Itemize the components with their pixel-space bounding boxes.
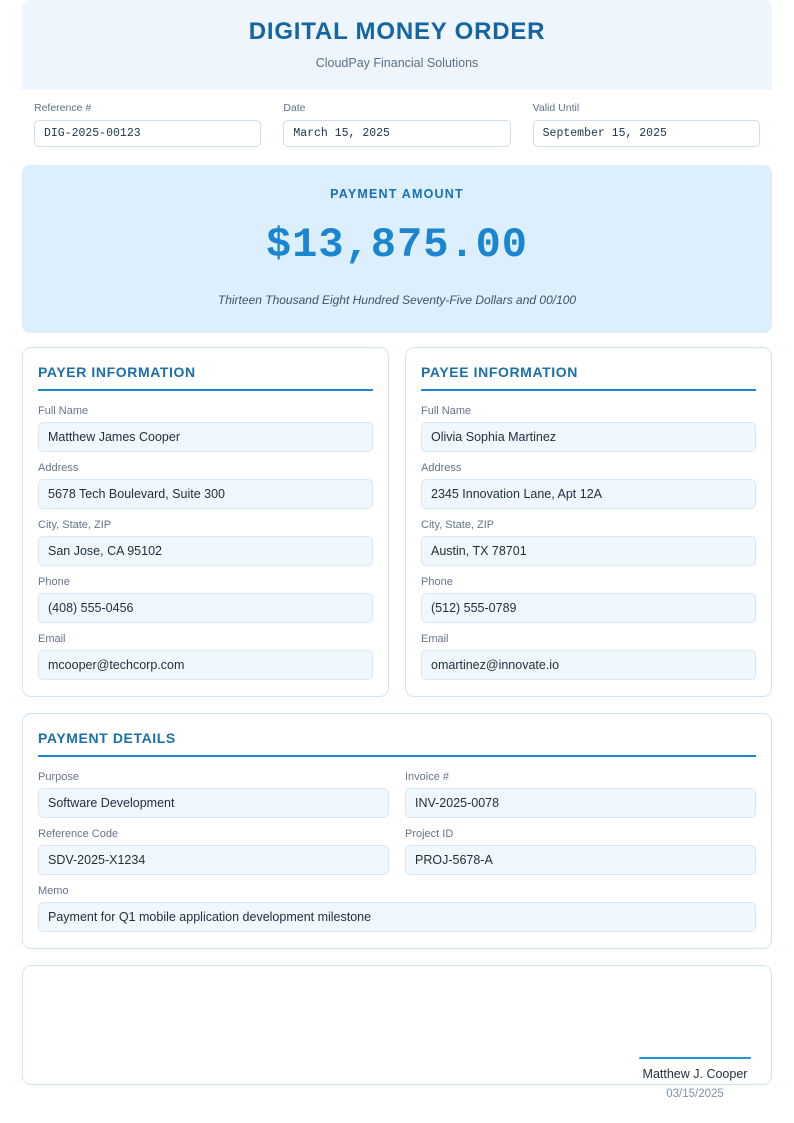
payment-amount-block	[22, 165, 772, 333]
purpose-group	[38, 771, 389, 818]
payment-amount-words: Thirteen Thousand Eight Hundred Seventy-Five Dollars and 00/100	[217, 293, 577, 307]
payment-amount-caption: PAYMENT AMOUNT	[330, 187, 464, 201]
payer-full-name-group	[38, 405, 373, 452]
company-subtitle: CloudPay Financial Solutions	[315, 56, 479, 70]
payer-address-input[interactable]: 5678 Tech Boulevard, Suite 300	[38, 479, 373, 509]
project-id-input[interactable]: PROJ-5678-A	[405, 845, 756, 875]
payee-city-state-zip-label: City, State, ZIP	[421, 519, 495, 531]
payer-city-state-zip-input[interactable]: San Jose, CA 95102	[38, 536, 373, 566]
payee-full-name-group	[421, 405, 756, 452]
invoice-number-group	[405, 771, 756, 818]
payee-full-name-input[interactable]: Olivia Sophia Martinez	[421, 422, 756, 452]
payer-information-card	[22, 347, 389, 697]
payer-full-name-label: Full Name	[38, 405, 89, 417]
payee-section-divider	[421, 389, 756, 391]
valid-until-input[interactable]: September 15, 2025	[533, 120, 760, 147]
payment-amount-value: $13,875.00	[265, 221, 529, 269]
parties-row	[22, 347, 772, 697]
payee-address-group	[421, 462, 756, 509]
payer-section-title: PAYER INFORMATION	[38, 364, 196, 380]
payer-phone-input[interactable]: (408) 555-0456	[38, 593, 373, 623]
purpose-label: Purpose	[38, 771, 79, 783]
reference-field-group	[34, 102, 261, 147]
payee-section-title: PAYEE INFORMATION	[421, 364, 578, 380]
signature-block	[639, 1057, 751, 1100]
signature-name: Matthew J. Cooper	[642, 1067, 748, 1081]
date-input[interactable]: March 15, 2025	[283, 120, 510, 147]
payer-address-label: Address	[38, 462, 79, 474]
payee-city-state-zip-group	[421, 519, 756, 566]
invoice-number-input[interactable]: INV-2025-0078	[405, 788, 756, 818]
signature-line	[639, 1057, 751, 1059]
valid-until-label: Valid Until	[532, 102, 580, 114]
payer-city-state-zip-label: City, State, ZIP	[38, 519, 112, 531]
reference-label: Reference #	[34, 102, 92, 114]
payee-phone-label: Phone	[421, 576, 453, 588]
payment-details-grid	[38, 771, 756, 934]
payer-full-name-input[interactable]: Matthew James Cooper	[38, 422, 373, 452]
payee-phone-input[interactable]: (512) 555-0789	[421, 593, 756, 623]
reference-input[interactable]: DIG-2025-00123	[34, 120, 261, 147]
signature-card	[22, 965, 772, 1100]
reference-code-group	[38, 828, 389, 875]
payer-phone-group	[38, 576, 373, 623]
payee-address-label: Address	[421, 462, 462, 474]
project-id-label: Project ID	[405, 828, 454, 840]
memo-group	[38, 885, 756, 932]
payer-address-group	[38, 462, 373, 509]
payee-phone-group	[421, 576, 756, 623]
payee-information-card	[405, 347, 772, 697]
memo-label: Memo	[38, 885, 69, 897]
payee-city-state-zip-input[interactable]: Austin, TX 78701	[421, 536, 756, 566]
meta-row	[22, 90, 772, 161]
payee-email-label: Email	[421, 633, 449, 645]
payee-address-input[interactable]: 2345 Innovation Lane, Apt 12A	[421, 479, 756, 509]
payer-city-state-zip-group	[38, 519, 373, 566]
payee-full-name-label: Full Name	[421, 405, 472, 417]
project-id-group	[405, 828, 756, 875]
page-title: DIGITAL MONEY ORDER	[248, 18, 546, 45]
payee-email-group	[421, 633, 756, 680]
payment-details-section-divider	[38, 755, 756, 757]
reference-code-label: Reference Code	[38, 828, 119, 840]
valid-until-field-group	[533, 102, 760, 147]
payer-email-label: Email	[38, 633, 66, 645]
payer-section-divider	[38, 389, 373, 391]
date-field-group	[283, 102, 510, 147]
payee-email-input[interactable]: omartinez@innovate.io	[421, 650, 756, 680]
purpose-input[interactable]: Software Development	[38, 788, 389, 818]
signature-date: 03/15/2025	[666, 1088, 724, 1100]
payment-details-section-title: PAYMENT DETAILS	[38, 730, 176, 746]
payer-email-group	[38, 633, 373, 680]
payer-email-input[interactable]: mcooper@techcorp.com	[38, 650, 373, 680]
reference-code-input[interactable]: SDV-2025-X1234	[38, 845, 389, 875]
memo-input[interactable]: Payment for Q1 mobile application development milestone	[38, 902, 756, 932]
invoice-number-label: Invoice #	[405, 771, 450, 783]
document-header	[22, 0, 772, 90]
payment-details-card	[22, 713, 772, 949]
date-label: Date	[283, 102, 306, 114]
payer-phone-label: Phone	[38, 576, 70, 588]
